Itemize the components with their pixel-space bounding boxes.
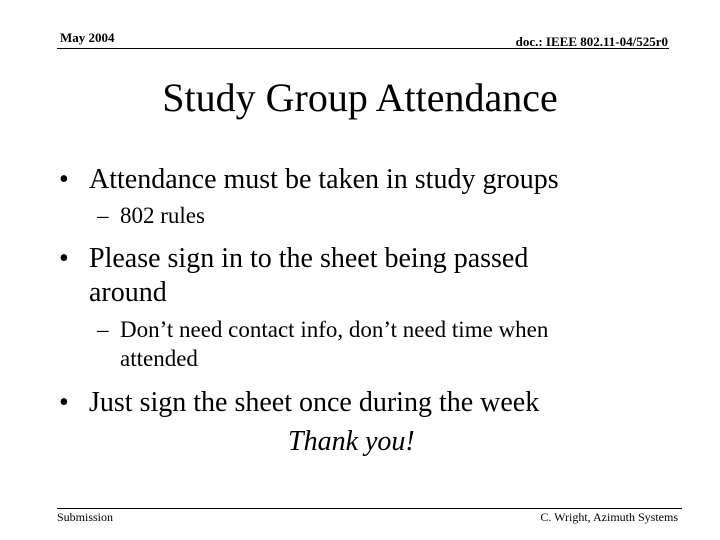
sub-bullet-marker: – [97, 317, 109, 342]
bullet-marker: • [59, 164, 69, 195]
bullet-text: around [89, 277, 167, 308]
bullet-item-2-continuation [89, 275, 167, 310]
bullet-item-2 [59, 241, 529, 276]
slide-title: Study Group Attendance [162, 75, 558, 120]
bullet-text: Please sign in to the sheet being passed [89, 243, 529, 274]
sub-bullet-text: Don’t need contact info, don’t need time when [120, 317, 549, 342]
header-rule [57, 48, 669, 49]
bullet-marker: • [59, 387, 69, 418]
bullet-item-3 [59, 385, 540, 420]
header-date: May 2004 [60, 30, 115, 45]
footer-rule [57, 508, 682, 509]
footer-submission: Submission [57, 510, 114, 524]
bullet-text: Attendance must be taken in study groups [89, 164, 559, 195]
footer-author: C. Wright, Azimuth Systems [540, 510, 678, 524]
sub-bullet-marker: – [97, 203, 109, 228]
header-doc-id: doc.: IEEE 802.11-04/525r0 [515, 34, 668, 49]
closing-thanks: Thank you! [288, 426, 415, 457]
bullet-item-1 [59, 162, 559, 197]
sub-bullet-text: attended [120, 346, 198, 371]
bullet-text: Just sign the sheet once during the week [89, 387, 540, 418]
bullet-marker: • [59, 243, 69, 274]
sub-bullet-text: 802 rules [120, 203, 205, 228]
